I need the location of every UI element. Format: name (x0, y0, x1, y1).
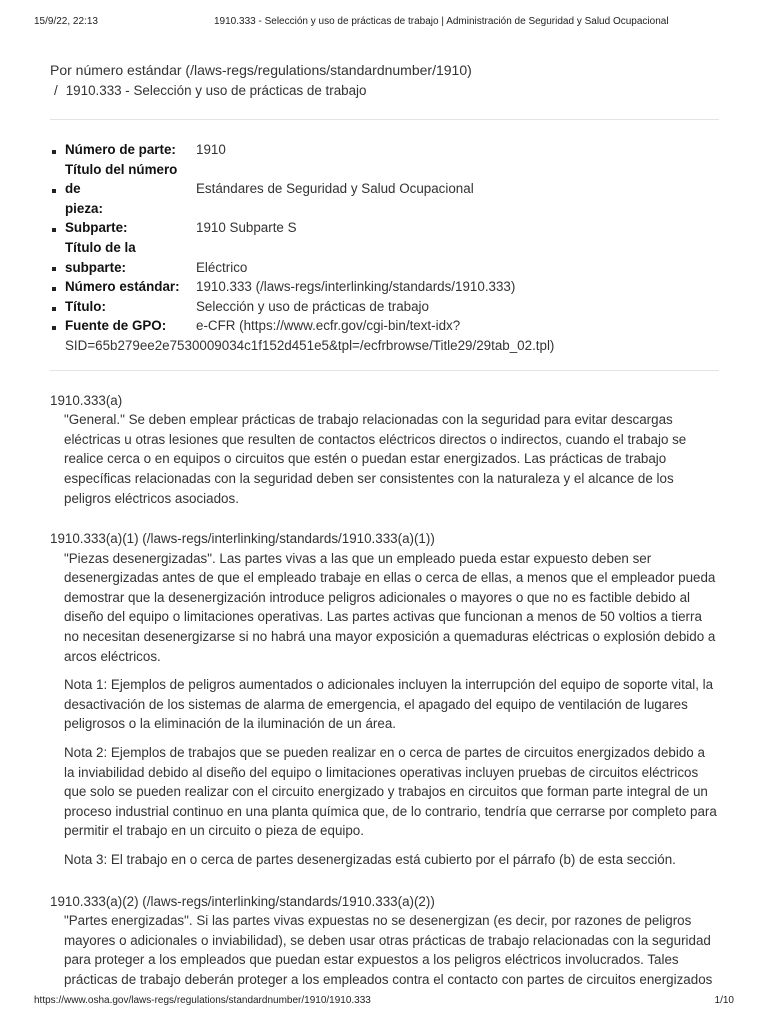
breadcrumb-current (50, 81, 719, 101)
bullet-icon (52, 228, 56, 232)
bullet-icon (52, 287, 56, 291)
meta-label: Título: (65, 298, 106, 314)
meta-value: 1910 Subparte S (196, 220, 297, 236)
meta-label (65, 160, 196, 219)
bullet-icon (52, 150, 56, 154)
gpo-source-link[interactable]: e-CFR (https://www.ecfr.gov/cgi-bin/text-idx? (196, 318, 461, 334)
meta-title (50, 297, 719, 317)
section-id-link[interactable]: 1910.333(a)(2) (/laws-regs/interlinking/standards/1910.333(a)(2)) (50, 893, 435, 909)
print-url: https://www.osha.gov/laws-regs/regulations/standardnumber/1910/1910.333 (34, 995, 371, 1006)
meta-part-title (50, 160, 719, 219)
print-footer (34, 995, 734, 1009)
section-a2 (50, 892, 719, 990)
meta-gpo-source-continued (50, 336, 719, 356)
meta-label (65, 238, 196, 277)
meta-value-text: Estándares de Seguridad y Salud Ocupacional (196, 181, 474, 197)
meta-value: 1910 (196, 142, 226, 157)
section-id: 1910.333(a) (50, 392, 123, 408)
section-body: "Partes energizadas". Si las partes vivas expuestas no se desenergizan (es decir, por razones de peligros mayores o adicionales o inviabilidad), se deben usar otras prácticas de trabajo relacionadas con la seguridad para proteger a los empleados que puedan estar expuestos a los peligros eléctricos involucrados. Tales prácticas de trabajo deberán proteger a los empleados contra el contacto con partes de circuitos energizados (64, 913, 713, 987)
divider (50, 370, 719, 371)
document-content (50, 60, 719, 990)
bullet-icon (52, 326, 56, 330)
print-datetime: 15/9/22, 22:13 (34, 16, 98, 27)
breadcrumb (50, 60, 719, 101)
gpo-source-link-continued[interactable]: SID=65b279ee2e7530009034c1f152d451e5&tpl=/ecfrbrowse/Title29/29tab_02.tpl) (65, 337, 555, 353)
meta-value-text: Eléctrico (196, 259, 248, 275)
meta-standard-number (50, 277, 719, 297)
bullet-icon (52, 267, 56, 271)
meta-value (196, 160, 474, 199)
breadcrumb-current-label: 1910.333 - Selección y uso de prácticas de trabajo (65, 83, 367, 98)
breadcrumb-parent-link[interactable]: Por número estándar (/laws-regs/regulations/standardnumber/1910) (50, 62, 472, 78)
meta-subpart (50, 218, 719, 238)
section-note-2: Nota 2: Ejemplos de trabajos que se pueden realizar en o cerca de partes de circuitos energizados debido a la inviabilidad debido al diseño del equipo o limitaciones operativas incluyen pruebas de circuitos eléctricos que solo se pueden realizar con el circuito energizado y trabajos en circuitos que forman parte integral de un proceso industrial continuo en una planta química que, de lo contrario, tendría que cerrarse por completo para permitir el trabajo en un circuito o pieza de equipo. (64, 745, 717, 839)
meta-value (196, 238, 247, 277)
bullet-icon (52, 189, 56, 193)
breadcrumb-separator: / (54, 83, 58, 98)
section-note-1: Nota 1: Ejemplos de peligros aumentados o adicionales incluyen la interrupción del equipo de soporte vital, la desactivación de los sistemas de alarma de emergencia, el apagado del equipo de ventilación de lugares peligrosos o la eliminación de la iluminación de un área. (64, 677, 714, 732)
divider (50, 119, 719, 120)
meta-subpart-title (50, 238, 719, 277)
section-a (50, 391, 719, 509)
meta-label: Número estándar: (65, 279, 180, 295)
meta-label: Número de parte: (65, 142, 176, 157)
section-body: "General." Se deben emplear prácticas de trabajo relacionadas con la seguridad para evitar descargas eléctricas u otras lesiones que resulten de contactos eléctricos directos o indirectos, cuando el trabajo se realice cerca o en equipos o circuitos que estén o puedan estar energizados. Las prácticas de trabajo específicas relacionadas con la seguridad deben ser consistentes con la naturaleza y el alcance de los peligros eléctricos asociados. (64, 412, 687, 506)
meta-label: Fuente de GPO: (65, 318, 167, 334)
meta-label-line1: Título del número de (65, 161, 178, 197)
meta-label: Subparte: (65, 220, 128, 236)
meta-part-number (50, 140, 719, 160)
section-note-3: Nota 3: El trabajo en o cerca de partes desenergizadas está cubierto por el párrafo (b) de esta sección. (64, 852, 676, 867)
section-body: "Piezas desenergizadas". Las partes vivas a las que un empleado pueda estar expuesto deben ser desenergizadas antes de que el empleado trabaje en ellas o cerca de ellas, a menos que el empleador pueda demostrar que la desenergización introduce peligros adicionales o mayores o que no es factible debido al diseño del equipo o limitaciones operativas. Las partes activas que funcionan a menos de 50 voltios a tierra no necesitan desenergizarse si no habrá una mayor exposición a quemaduras eléctricas o explosión debido a arcos eléctricos. (64, 550, 716, 664)
standard-number-link[interactable]: 1910.333 (/laws-regs/interlinking/standards/1910.333) (196, 279, 516, 295)
standard-metadata-list (50, 140, 719, 356)
meta-gpo-source (50, 316, 719, 336)
meta-value: Selección y uso de prácticas de trabajo (196, 298, 429, 314)
meta-label-line2: subparte: (65, 259, 127, 275)
meta-label-line2: pieza: (65, 200, 103, 216)
section-id-link[interactable]: 1910.333(a)(1) (/laws-regs/interlinking/standards/1910.333(a)(1)) (50, 531, 435, 547)
bullet-icon (52, 307, 56, 311)
meta-label-line1: Título de la (65, 239, 136, 255)
print-page-title: 1910.333 - Selección y uso de prácticas de trabajo | Administración de Seguridad y Salud Ocupacional (214, 16, 669, 27)
print-header (34, 16, 734, 30)
section-a1 (50, 529, 719, 870)
page-number: 1/10 (714, 995, 734, 1006)
